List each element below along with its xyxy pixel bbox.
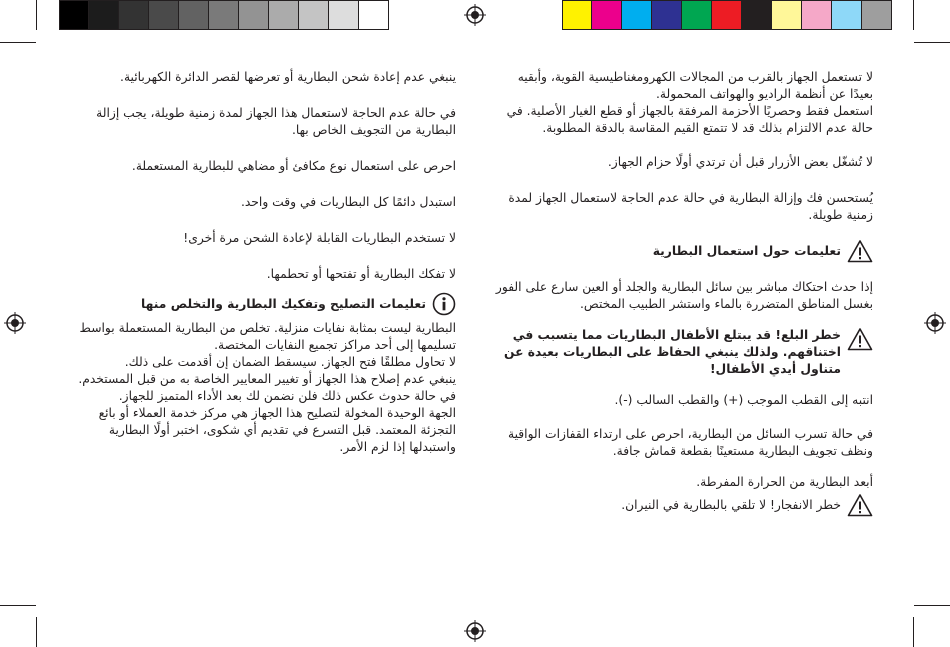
crop-mark <box>914 42 950 43</box>
repair-disposal-heading <box>76 292 456 316</box>
color-swatch <box>802 0 832 30</box>
section-heading: تعليمات التصليح وتفكيك البطارية والتخلص منها <box>141 296 426 311</box>
gray-swatch <box>149 0 179 30</box>
crop-mark <box>0 42 36 43</box>
registration-mark-icon <box>924 312 946 334</box>
color-swatch <box>652 0 682 30</box>
gray-swatch <box>329 0 359 30</box>
swallow-warning <box>493 327 873 378</box>
gray-swatch <box>209 0 239 30</box>
color-swatch <box>862 0 892 30</box>
battery-instructions-heading <box>493 239 873 263</box>
paragraph: إذا حدث احتكاك مباشر بين سائل البطارية والجلد أو العين سارع على الفور بغسل المناطق المتضررة بالماء واستشر الطبيب المختص. <box>495 280 873 311</box>
color-swatch <box>562 0 592 30</box>
paragraph: يُستحسن فك وإزالة البطارية في حالة عدم الحاجة لاستعمال الجهاز لمدة زمنية طويلة. <box>508 191 873 222</box>
gray-swatch <box>269 0 299 30</box>
warning-text: خطر البلع! قد يبتلع الأطفال البطاريات مما يتسبب في اختناقهم. ولذلك ينبغي الحفاظ على البطاريات بعيدة عن متناول أيدي الأطفال! <box>504 328 841 376</box>
gray-swatch <box>359 0 389 30</box>
gray-swatch <box>179 0 209 30</box>
explosion-warning <box>493 493 873 517</box>
paragraph: البطارية ليست بمثابة نفايات منزلية. تخلص من البطارية المستعملة بواسط تسليمها إلى أحد مراكز تجميع النفايات المختصة. <box>79 321 456 352</box>
info-icon <box>432 292 456 316</box>
paragraph: لا تستخدم البطاريات القابلة لإعادة الشحن مرة أخرى! <box>183 231 456 245</box>
warning-text: خطر الانفجار! لا تلقي بالبطارية في النيران. <box>621 497 841 512</box>
crop-mark <box>36 617 37 647</box>
gray-swatch <box>89 0 119 30</box>
paragraph: في حالة تسرب السائل من البطارية، احرص على ارتداء القفازات الواقية ونظف تجويف البطارية مستعينًا بقطعة قماش جافة. <box>507 427 873 458</box>
paragraph: ينبغي عدم إصلاح هذا الجهاز أو تغيير المعايير الخاصة به من قبل المستخدم. في حالة حدوث عكس ذلك فلن نضمن لك بعد الأداء المتميز للجهاز. <box>78 372 456 403</box>
gray-swatch <box>239 0 269 30</box>
section-heading: تعليمات حول استعمال البطارية <box>652 243 841 258</box>
gray-swatch <box>59 0 89 30</box>
gray-swatch <box>299 0 329 30</box>
color-swatch <box>712 0 742 30</box>
registration-mark-icon <box>464 620 486 642</box>
paragraph: انتبه إلى القطب الموجب (+) والقطب السالب (-). <box>614 393 873 407</box>
paragraph: أبعد البطارية من الحرارة المفرطة. <box>696 475 873 489</box>
paragraph: لا تحاول مطلقًا فتح الجهاز. سيسقط الضمان إن أقدمت على ذلك. <box>124 355 456 369</box>
color-swatch <box>772 0 802 30</box>
paragraph: لا تستعمل الجهاز بالقرب من المجالات الكهرومغناطيسية القوية، وأبقيه بعيدًا عن أنظمة الراديو والهواتف المحمولة. <box>517 70 873 101</box>
paragraph: احرص على استعمال نوع مكافئ أو مضاهي للبطارية المستعملة. <box>131 159 456 173</box>
registration-mark-icon <box>464 4 486 26</box>
paragraph: الجهة الوحيدة المخولة لتصليح هذا الجهاز هي مركز خدمة العملاء أو بائع التجزئة المعتمد. قبل التسرع في تقديم أي شكوى، اختبر أولًا البطارية واستبدلها إذا لزم الأمر. <box>98 406 456 454</box>
gray-swatch <box>119 0 149 30</box>
paragraph: ينبغي عدم إعادة شحن البطارية أو تعرضها لقصر الدائرة الكهربائية. <box>120 70 456 84</box>
crop-mark <box>914 605 950 606</box>
warning-triangle-icon <box>847 239 873 263</box>
process-color-bar <box>562 0 892 30</box>
warning-triangle-icon <box>847 327 873 351</box>
right-column <box>493 69 873 517</box>
registration-mark-icon <box>4 312 26 334</box>
color-swatch <box>592 0 622 30</box>
left-column <box>76 69 456 456</box>
paragraph: لا تُشغّل بعض الأزرار قبل أن ترتدي أولًا حزام الجهاز. <box>607 155 873 169</box>
paragraph: في حالة عدم الحاجة لاستعمال هذا الجهاز لمدة زمنية طويلة، يجب إزالة البطارية من التجويف الخاص بها. <box>96 106 456 137</box>
color-swatch <box>622 0 652 30</box>
warning-triangle-icon <box>847 493 873 517</box>
crop-mark <box>36 0 37 30</box>
paragraph: استبدل دائمًا كل البطاريات في وقت واحد. <box>240 195 456 209</box>
paragraph: استعمل فقط وحصريًا الأحزمة المرفقة بالجهاز أو قطع الغيار الأصلية. في حالة عدم الالتزام بذلك قد لا تتمتع القيم المقاسة بالدقة المطلوبة. <box>506 104 873 135</box>
color-swatch <box>682 0 712 30</box>
grayscale-bar <box>59 0 389 30</box>
crop-mark <box>913 0 914 30</box>
color-swatch <box>742 0 772 30</box>
color-swatch <box>832 0 862 30</box>
crop-mark <box>0 605 36 606</box>
paragraph: لا تفكك البطارية أو تفتحها أو تحطمها. <box>266 267 456 281</box>
crop-mark <box>913 617 914 647</box>
